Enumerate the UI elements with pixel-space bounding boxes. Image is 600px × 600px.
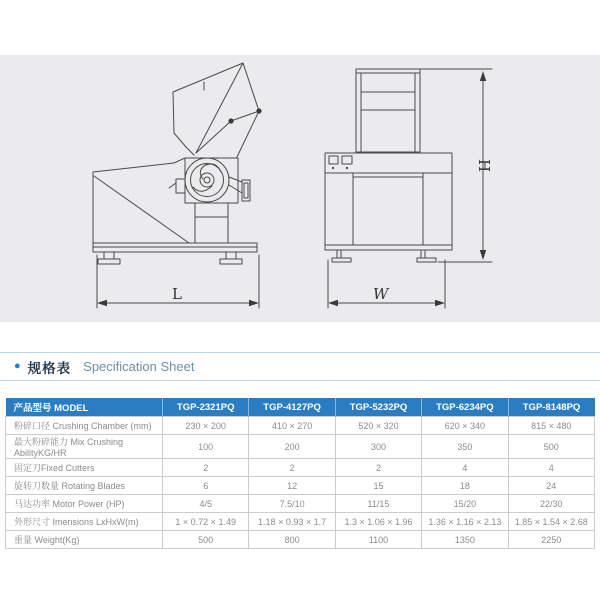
cell: 1100	[335, 531, 421, 549]
row-label: 粉碎口径 Crushing Chamber (mm)	[6, 417, 163, 435]
model-column-header: TGP-4127PQ	[249, 398, 335, 417]
dim-label-H: H	[475, 159, 493, 173]
cell: 1.18 × 0.93 × 1.7	[249, 513, 335, 531]
cell: 15	[335, 477, 421, 495]
cell: 1 × 0.72 × 1.49	[163, 513, 249, 531]
cell: 815 × 480	[508, 417, 594, 435]
bearing-block	[229, 177, 250, 201]
table-row	[6, 417, 595, 435]
cell: 15/20	[422, 495, 508, 513]
model-column-header: TGP-2321PQ	[163, 398, 249, 417]
section-header	[0, 352, 600, 381]
table-row	[6, 459, 595, 477]
dimension-height	[420, 69, 493, 262]
control-panel	[329, 156, 352, 169]
table-row	[6, 513, 595, 531]
model-column-header: TGP-6234PQ	[422, 398, 508, 417]
pedestal	[195, 203, 228, 243]
machine-feet	[98, 252, 242, 264]
cell: 1.36 × 1.16 × 2.13	[422, 513, 508, 531]
cell: 6	[163, 477, 249, 495]
row-label: 最大粉碎能力 Mix Crushing AbilityKG/HR	[6, 435, 163, 459]
cell: 500	[508, 435, 594, 459]
row-label: 旋转刀数量 Rotating Blades	[6, 477, 163, 495]
cell: 410 × 270	[249, 417, 335, 435]
table-row	[6, 477, 595, 495]
cell: 4	[508, 459, 594, 477]
cell: 1350	[422, 531, 508, 549]
model-header-label: 产品型号 MODEL	[6, 398, 163, 417]
table-header-row	[6, 398, 595, 417]
side-view	[93, 63, 262, 308]
cell: 2250	[508, 531, 594, 549]
model-column-header: TGP-5232PQ	[335, 398, 421, 417]
cell: 620 × 340	[422, 417, 508, 435]
cell: 1.85 × 1.54 × 2.68	[508, 513, 594, 531]
section-title-zh: 规格表	[27, 360, 72, 376]
row-label: 马达功率 Motor Power (HP)	[6, 495, 163, 513]
cell: 1.3 × 1.06 × 1.96	[335, 513, 421, 531]
cell: 18	[422, 477, 508, 495]
dimension-width	[328, 260, 445, 308]
base-frame	[93, 243, 257, 252]
hopper-linkage	[196, 63, 259, 157]
machine-drawing	[0, 55, 600, 322]
spec-table	[5, 398, 595, 549]
cell: 800	[249, 531, 335, 549]
hopper-outline	[173, 63, 243, 155]
table-row	[6, 531, 595, 549]
cell: 100	[163, 435, 249, 459]
dim-label-L: L	[172, 285, 182, 303]
section-title-en: Specification Sheet	[83, 359, 195, 374]
row-label: 外形尺寸 Imensions LxHxW(m)	[6, 513, 163, 531]
cell: 2	[249, 459, 335, 477]
cell: 200	[249, 435, 335, 459]
cover-wedge	[93, 158, 189, 243]
machine-feet	[332, 250, 436, 262]
cell: 300	[335, 435, 421, 459]
cell: 11/15	[335, 495, 421, 513]
dim-label-W: W	[373, 285, 389, 303]
mount-bracket	[169, 179, 185, 193]
cell: 7.5/10	[249, 495, 335, 513]
cell: 4/5	[163, 495, 249, 513]
bullet-icon: ●	[14, 360, 21, 372]
model-column-header: TGP-8148PQ	[508, 398, 594, 417]
cell: 4	[422, 459, 508, 477]
cell: 22/30	[508, 495, 594, 513]
pivot-dot	[228, 118, 233, 123]
drawing-band	[0, 55, 600, 322]
table-row	[6, 435, 595, 459]
cell: 24	[508, 477, 594, 495]
dimension-length	[97, 255, 259, 308]
feed-chute	[356, 69, 420, 152]
cell: 2	[163, 459, 249, 477]
front-view	[325, 69, 493, 308]
table-row	[6, 495, 595, 513]
row-label: 固定刀Fixed Cutters	[6, 459, 163, 477]
cell: 2	[335, 459, 421, 477]
cell: 350	[422, 435, 508, 459]
body-cabinet	[325, 153, 452, 250]
cell: 500	[163, 531, 249, 549]
row-label: 重量 Weight(Kg)	[6, 531, 163, 549]
cell: 520 × 320	[335, 417, 421, 435]
rotor	[185, 158, 229, 202]
pivot-dot	[256, 108, 261, 113]
cell: 230 × 200	[163, 417, 249, 435]
cell: 12	[249, 477, 335, 495]
